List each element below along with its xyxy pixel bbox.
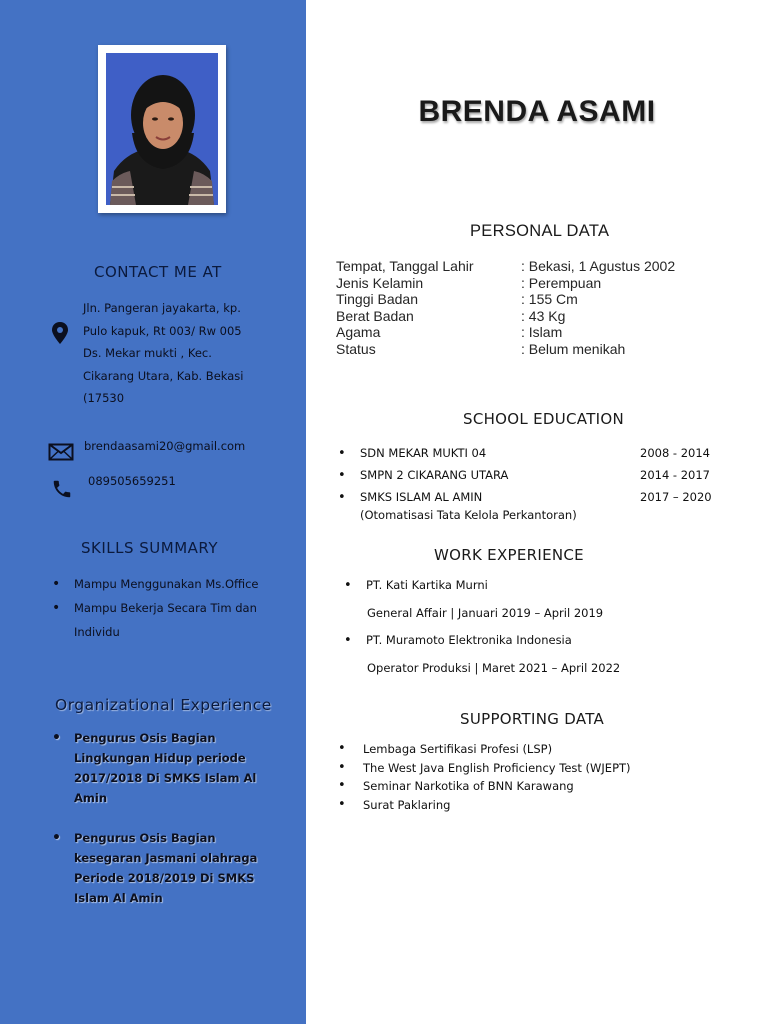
address-line: Jln. Pangeran jayakarta, kp. (83, 301, 241, 315)
organizational-list (52, 728, 278, 908)
phone-icon (51, 478, 73, 505)
list-item: • Seminar Narkotika of BNN Karawang (338, 777, 631, 796)
row-value: : Perempuan (521, 274, 602, 291)
school-name: SMKS ISLAM AL AMIN (360, 490, 483, 504)
address-line: Ds. Mekar mukti , Kec. (83, 346, 212, 360)
row-label: Berat Badan (336, 307, 414, 324)
organizational-heading: Organizational Experience (55, 696, 272, 714)
profile-photo-frame (98, 45, 226, 213)
list-item: • Pengurus Osis Bagian Lingkungan Hidup periode 2017/2018 Di SMKS Islam Al Amin (52, 728, 278, 808)
list-item: • The West Java English Proficiency Test (WJEPT) (338, 759, 631, 778)
portrait-illustration (106, 53, 218, 205)
contact-heading: CONTACT ME AT (94, 263, 222, 281)
address-line: (17530 (83, 391, 125, 405)
personal-data-heading: PERSONAL DATA (470, 222, 610, 240)
school-years: 2014 - 2017 (640, 468, 710, 482)
list-item: • Mampu Menggunakan Ms.Office (52, 572, 282, 596)
job-detail: Operator Produksi | Maret 2021 – April 2022 (367, 661, 621, 675)
list-item: • Mampu Bekerja Secara Tim dan Individu (52, 596, 282, 644)
email-text[interactable]: brendaasami20@gmail.com (84, 439, 246, 453)
phone-text[interactable]: 089505659251 (88, 474, 176, 488)
address-line: Pulo kapuk, Rt 003/ Rw 005 (83, 323, 242, 338)
supporting-heading: SUPPORTING DATA (460, 710, 605, 728)
row-label: Tempat, Tanggal Lahir (336, 258, 474, 274)
envelope-icon (48, 443, 74, 466)
row-label: Status (336, 340, 376, 357)
company-name: PT. Kati Kartika Murni (366, 578, 488, 592)
row-label: Tinggi Badan (336, 291, 418, 307)
supporting-list (338, 740, 631, 814)
list-item: • PT. Muramoto Elektronika Indonesia (344, 633, 572, 648)
location-pin-icon (51, 322, 69, 349)
skills-list (52, 572, 282, 644)
list-item: • Surat Paklaring (338, 796, 631, 815)
address (83, 297, 243, 410)
school-years: 2017 – 2020 (640, 490, 712, 504)
skills-heading: SKILLS SUMMARY (81, 539, 219, 557)
address-line: Cikarang Utara, Kab. Bekasi (83, 368, 244, 383)
profile-photo (106, 53, 218, 205)
list-item: • SMPN 2 CIKARANG UTARA (338, 468, 509, 483)
company-name: PT. Muramoto Elektronika Indonesia (366, 633, 572, 647)
row-value: : Bekasi, 1 Agustus 2002 (521, 258, 676, 274)
school-years: 2008 - 2014 (640, 446, 710, 460)
row-value: : Islam (521, 324, 563, 340)
list-item: • Pengurus Osis Bagian kesegaran Jasmani olahraga Periode 2018/2019 Di SMKS Islam Al Amin (52, 828, 278, 908)
job-detail: General Affair | Januari 2019 – April 2019 (367, 606, 604, 620)
row-value: : 155 Cm (521, 291, 578, 307)
row-value: : 43 Kg (521, 307, 566, 324)
list-item: • SDN MEKAR MUKTI 04 (338, 446, 487, 461)
list-item: • Lembaga Sertifikasi Profesi (LSP) (338, 740, 631, 759)
education-heading: SCHOOL EDUCATION (463, 410, 625, 428)
list-item: • SMKS ISLAM AL AMIN (338, 490, 483, 505)
page-title: BRENDA ASAMI (418, 95, 656, 128)
row-label: Jenis Kelamin (336, 274, 424, 291)
work-heading: WORK EXPERIENCE (434, 546, 584, 564)
sidebar (0, 0, 306, 1024)
school-note: (Otomatisasi Tata Kelola Perkantoran) (360, 508, 577, 522)
list-item: • PT. Kati Kartika Murni (344, 578, 488, 593)
school-name: SMPN 2 CIKARANG UTARA (360, 468, 509, 482)
row-label: Agama (336, 324, 381, 340)
row-value: : Belum menikah (521, 340, 626, 357)
school-name: SDN MEKAR MUKTI 04 (360, 446, 487, 460)
